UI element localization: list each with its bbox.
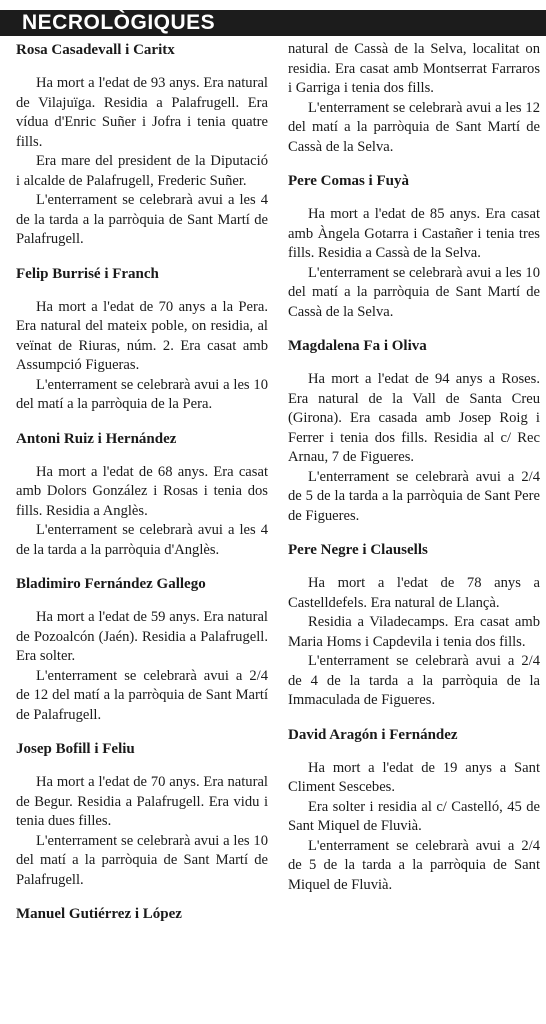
obituary-paragraph: Ha mort a l'edat de 70 anys. Era natural de Begur. Residia a Palafrugell. Era vidu i tenia dues filles.	[16, 774, 268, 829]
obituary-paragraph: Ha mort a l'edat de 68 anys. Era casat amb Dolors González i Rosas i tenia dos fills. Residia a Anglès.	[16, 463, 268, 519]
obituary-entry	[288, 336, 540, 526]
obituary-paragraph: L'enterrament se celebrarà avui a 2/4 de 5 de la tarda a la parròquia de Sant Miquel de Fluvià.	[288, 837, 540, 893]
obituary-paragraph: L'enterrament se celebrarà avui a les 10 del matí a la parròquia de Sant Martí de Cassà de la Selva.	[288, 264, 540, 320]
deceased-name: Josep Bofill i Feliu	[16, 741, 135, 757]
deceased-name: Rosa Casadevall i Caritx	[16, 42, 175, 58]
obituary-entry	[288, 171, 540, 322]
deceased-name: Bladimiro Fernández Gallego	[16, 576, 206, 592]
deceased-name: Manuel Gutiérrez i López	[16, 906, 182, 922]
obituary-paragraph: L'enterrament se celebrarà avui a 2/4 de 12 del matí a la parròquia de Sant Martí de Palafrugell.	[16, 667, 268, 723]
obituary-paragraph: Ha mort a l'edat de 19 anys a Sant Climent Sescebes.	[288, 759, 540, 795]
right-column	[288, 40, 540, 895]
section-title: NECROLÒGIQUES	[22, 11, 216, 34]
left-column	[16, 40, 268, 924]
obituary-entry-continued	[288, 40, 540, 157]
obituary-entry	[288, 725, 540, 896]
obituary-paragraph: Ha mort a l'edat de 59 anys. Era natural de Pozoalcón (Jaén). Residia a Palafrugell. Era solter.	[16, 609, 268, 664]
deceased-name: Felip Burrisé i Franch	[16, 265, 159, 282]
obituary-entry	[16, 264, 268, 415]
obituary-entry	[16, 40, 268, 250]
obituary-paragraph: Ha mort a l'edat de 94 anys a Roses. Era natural de la Vall de Santa Creu (Girona). Era casada amb Josep Roig i Ferrer i tenia dos fills. Residia al c/ Rec Arnau, 7 de Figueres.	[288, 371, 540, 465]
obituary-paragraph: Ha mort a l'edat de 93 anys. Era natural de Vilajuïga. Residia a Palafrugell. Era vídua d'Enric Suñer i Jofra i tenia quatre fills.	[16, 75, 268, 150]
obituary-paragraph: Ha mort a l'edat de 78 anys a Castelldefels. Era natural de Llançà.	[288, 575, 540, 611]
deceased-name: Antoni Ruiz i Hernández	[16, 430, 177, 447]
obituary-paragraph: Residia a Viladecamps. Era casat amb Maria Homs i Capdevila i tenia dos fills.	[288, 614, 540, 650]
obituary-paragraph: L'enterrament se celebrarà avui a les 4 de la tarda a la parròquia d'Anglès.	[16, 522, 268, 558]
section-header-bar	[0, 10, 546, 36]
obituary-paragraph: Era solter i residia al c/ Castelló, 45 de Sant Miquel de Fluvià.	[288, 798, 540, 834]
obituary-paragraph: Ha mort a l'edat de 70 anys a la Pera. Era natural del mateix poble, on residia, al veïnat de Riuras, núm. 2. Era casat amb Assumpció Figueras.	[16, 298, 268, 373]
obituary-entry	[288, 540, 540, 711]
obituary-entry	[16, 429, 268, 561]
obituary-entry	[16, 574, 268, 725]
obituary-paragraph: L'enterrament se celebrarà avui a les 10 del matí a la parròquia de Sant Martí de Palafrugell.	[16, 832, 268, 888]
deceased-name: David Aragón i Fernández	[288, 726, 458, 743]
obituary-paragraph: L'enterrament se celebrarà avui a 2/4 de 5 de la tarda a la parròquia de Sant Pere de Figueres.	[288, 468, 540, 524]
obituary-paragraph: natural de Cassà de la Selva, localitat on residia. Era casat amb Montserrat Farraros i Garriga i tenia dos fills.	[288, 41, 540, 96]
deceased-name: Pere Negre i Clausells	[288, 542, 428, 558]
obituary-paragraph: L'enterrament se celebrarà avui a les 12 del matí a la parròquia de Sant Martí de Cassà de la Selva.	[288, 99, 540, 155]
obituary-entry	[16, 739, 268, 890]
obituary-entry	[16, 904, 268, 924]
deceased-name: Magdalena Fa i Oliva	[288, 338, 427, 354]
obituary-paragraph: L'enterrament se celebrarà avui a les 4 de la tarda a la parròquia de Sant Martí de Palafrugell.	[16, 192, 268, 247]
obituary-paragraph: L'enterrament se celebrarà avui a les 10 del matí a la parròquia de la Pera.	[16, 376, 268, 412]
deceased-name: Pere Comas i Fuyà	[288, 173, 409, 189]
obituary-paragraph: L'enterrament se celebrarà avui a 2/4 de 4 de la tarda a la parròquia de la Immaculada de Figueres.	[288, 653, 540, 708]
obituary-paragraph: Ha mort a l'edat de 85 anys. Era casat amb Àngela Gotarra i Castañer i tenia tres fills. Residia a Cassà de la Selva.	[288, 206, 540, 261]
obituary-paragraph: Era mare del president de la Diputació i alcalde de Palafrugell, Frederic Suñer.	[16, 153, 268, 189]
